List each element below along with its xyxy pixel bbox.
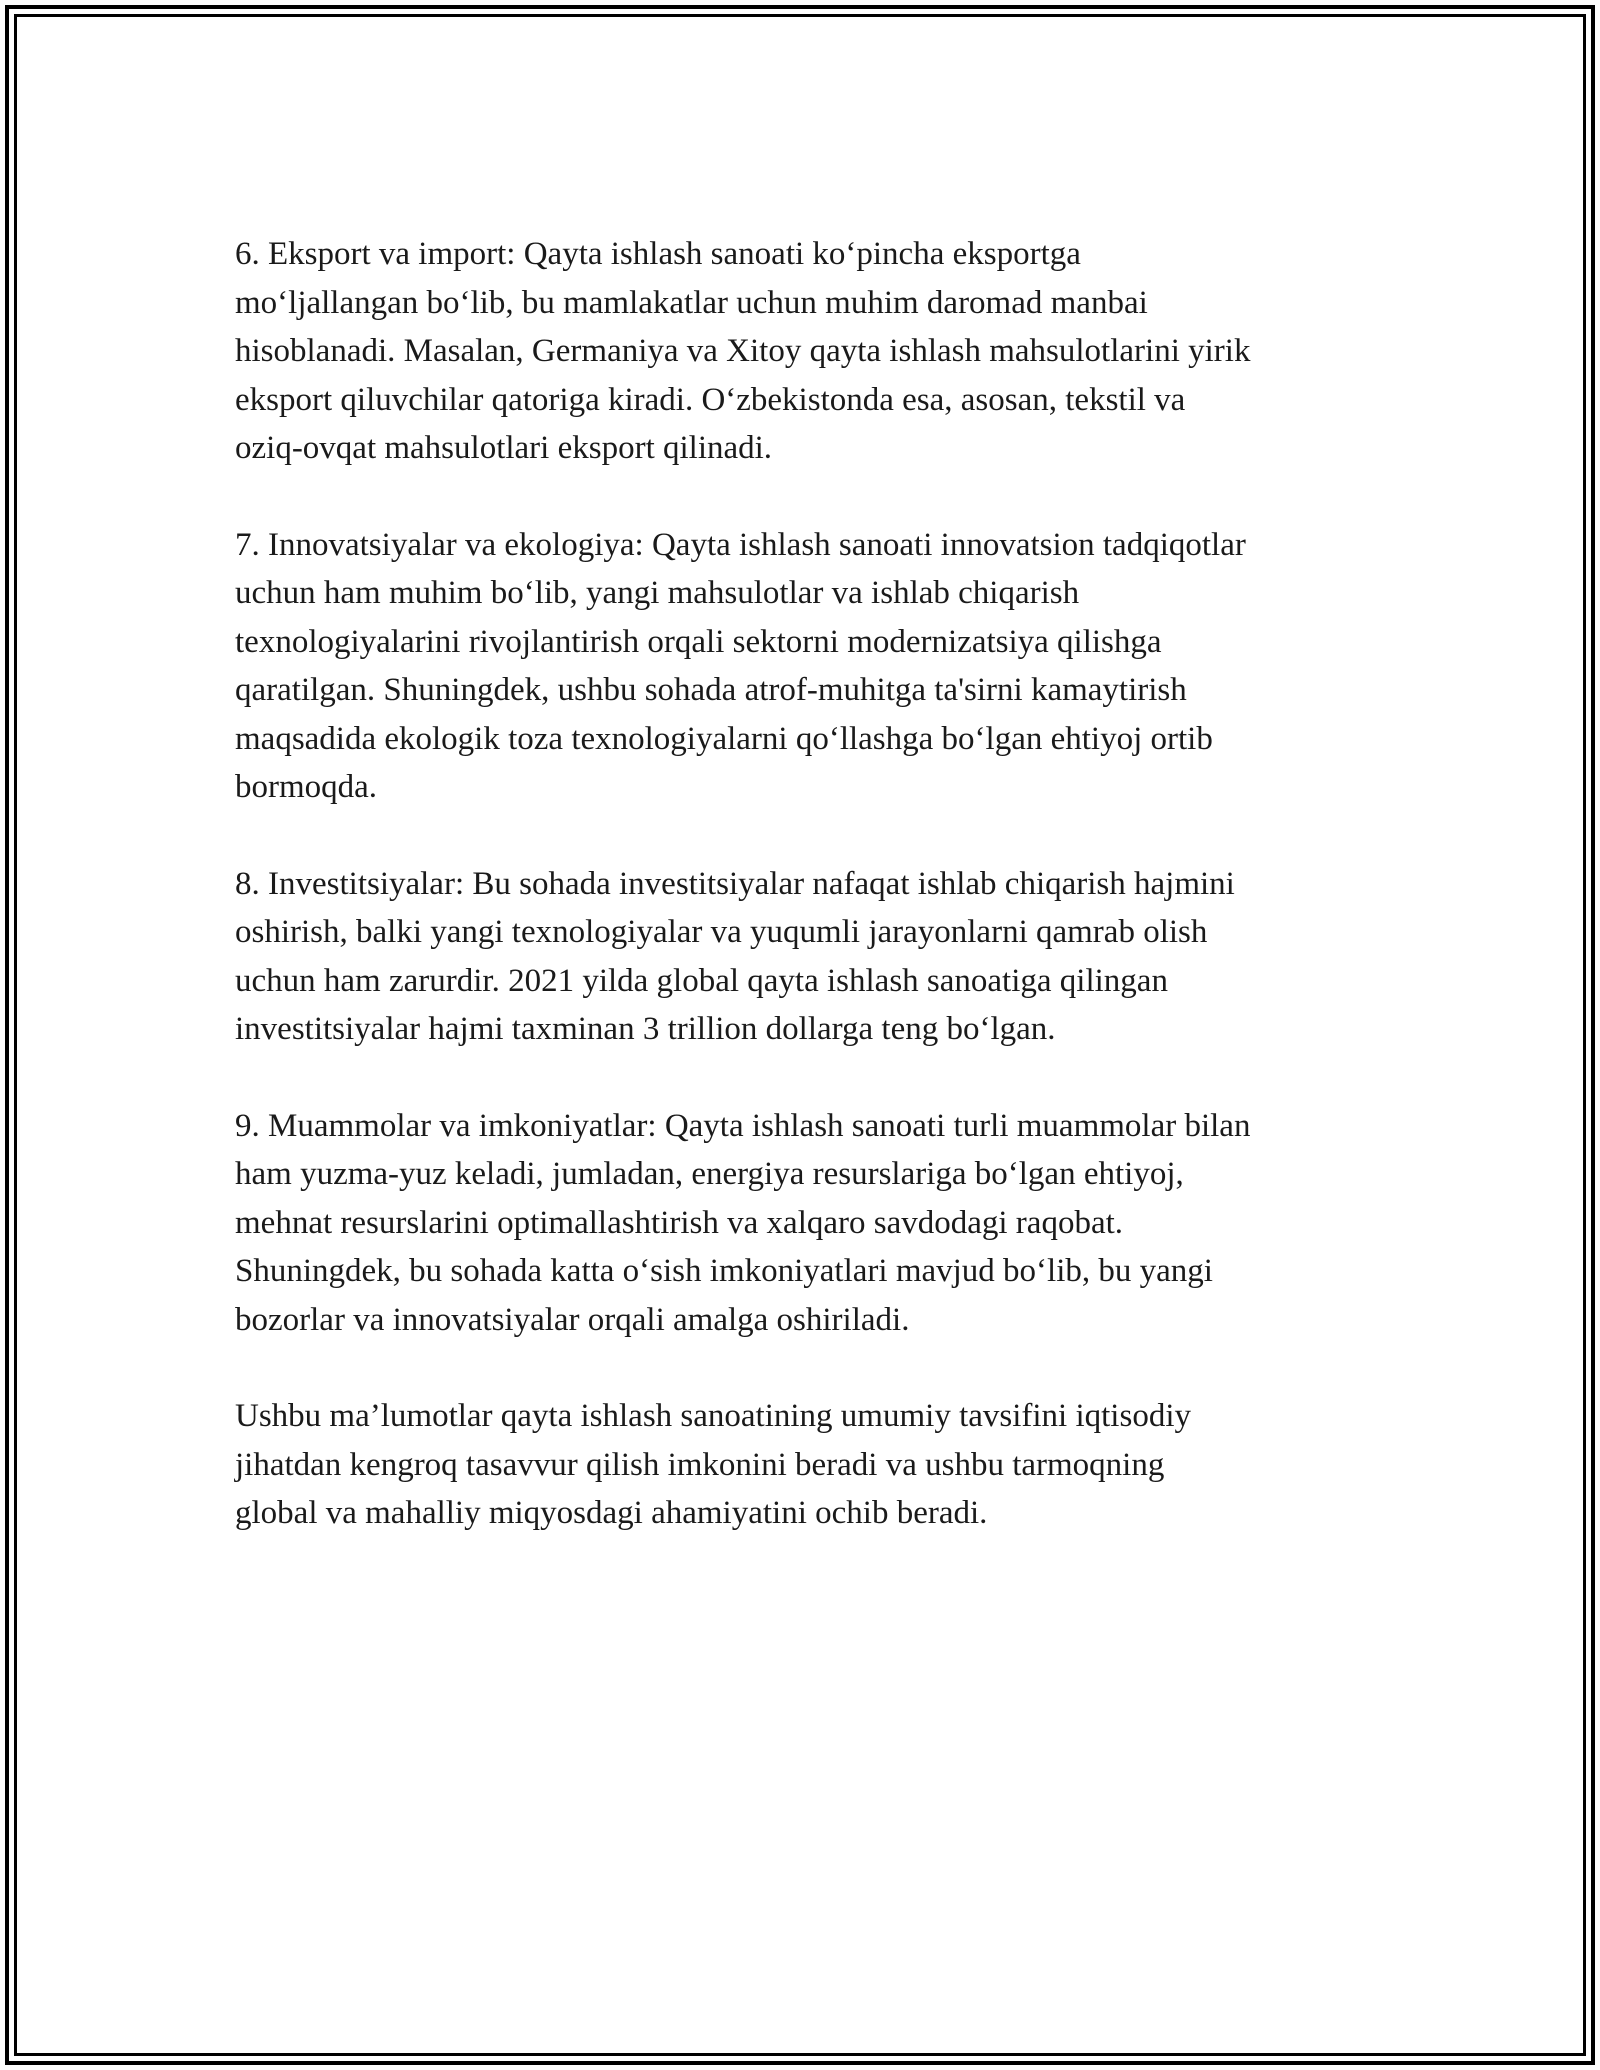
- text-line: Ushbu ma’lumotlar qayta ishlash sanoatining umumiy tavsifini iqtisodiy: [235, 1398, 1191, 1434]
- text-line: bormoqda.: [235, 769, 378, 805]
- paragraph-investments: [235, 860, 1385, 1054]
- text-line: uchun ham zarurdir. 2021 yilda global qayta ishlash sanoatiga qilingan: [235, 962, 1168, 999]
- text-line: Shuningdek, bu sohada katta o‘sish imkoniyatlari mavjud bo‘lib, bu yangi: [235, 1253, 1213, 1289]
- text-line: 7. Innovatsiyalar va ekologiya: Qayta ishlash sanoati innovatsion tadqiqotlar: [235, 526, 1246, 563]
- text-line: mo‘ljallangan bo‘lib, bu mamlakatlar uchun muhim daromad manbai: [235, 284, 1148, 321]
- text-line: bozorlar va innovatsiyalar orqali amalga oshiriladi.: [235, 1301, 910, 1338]
- text-line: 6. Eksport va import: Qayta ishlash sanoati ko‘pincha eksportga: [235, 236, 1081, 272]
- text-line: oshirish, balki yangi texnologiyalar va yuqumli jarayonlarni qamrab olish: [235, 914, 1208, 950]
- text-line: oziq-ovqat mahsulotlari eksport qilinadi.: [235, 430, 773, 466]
- paragraph-conclusion: [235, 1392, 1385, 1538]
- paragraph-export-import: [235, 230, 1385, 473]
- text-line: jihatdan kengroq tasavvur qilish imkonini beradi va ushbu tarmoqning: [235, 1446, 1165, 1483]
- text-line: mehnat resurslarini optimallashtirish va xalqaro savdodagi raqobat.: [235, 1204, 1124, 1241]
- text-line: hisoblanadi. Masalan, Germaniya va Xitoy qayta ishlash mahsulotlarini yirik: [235, 333, 1251, 369]
- text-line: maqsadida ekologik toza texnologiyalarni qo‘llashga bo‘lgan ehtiyoj ortib: [235, 720, 1213, 757]
- paragraph-problems-opportunities: [235, 1102, 1385, 1345]
- document-body: [235, 230, 1385, 1586]
- text-line: 8. Investitsiyalar: Bu sohada investitsiyalar nafaqat ishlab chiqarish hajmini: [235, 865, 1235, 902]
- text-line: eksport qiluvchilar qatoriga kiradi. O‘zbekistonda esa, asosan, tekstil va: [235, 381, 1186, 418]
- text-line: qaratilgan. Shuningdek, ushbu sohada atrof-muhitga ta'sirni kamaytirish: [235, 672, 1187, 708]
- text-line: ham yuzma-yuz keladi, jumladan, energiya resurslariga bo‘lgan ehtiyoj,: [235, 1156, 1184, 1192]
- text-line: 9. Muammolar va imkoniyatlar: Qayta ishlash sanoati turli muammolar bilan: [235, 1107, 1251, 1144]
- text-line: texnologiyalarini rivojlantirish orqali sektorni modernizatsiya qilishga: [235, 623, 1162, 660]
- paragraph-innovations-ecology: [235, 521, 1385, 812]
- text-line: global va mahalliy miqyosdagi ahamiyatini ochib beradi.: [235, 1495, 988, 1531]
- text-line: uchun ham muhim bo‘lib, yangi mahsulotlar va ishlab chiqarish: [235, 575, 1080, 611]
- text-line: investitsiyalar hajmi taxminan 3 trillion dollarga teng bo‘lgan.: [235, 1011, 1056, 1047]
